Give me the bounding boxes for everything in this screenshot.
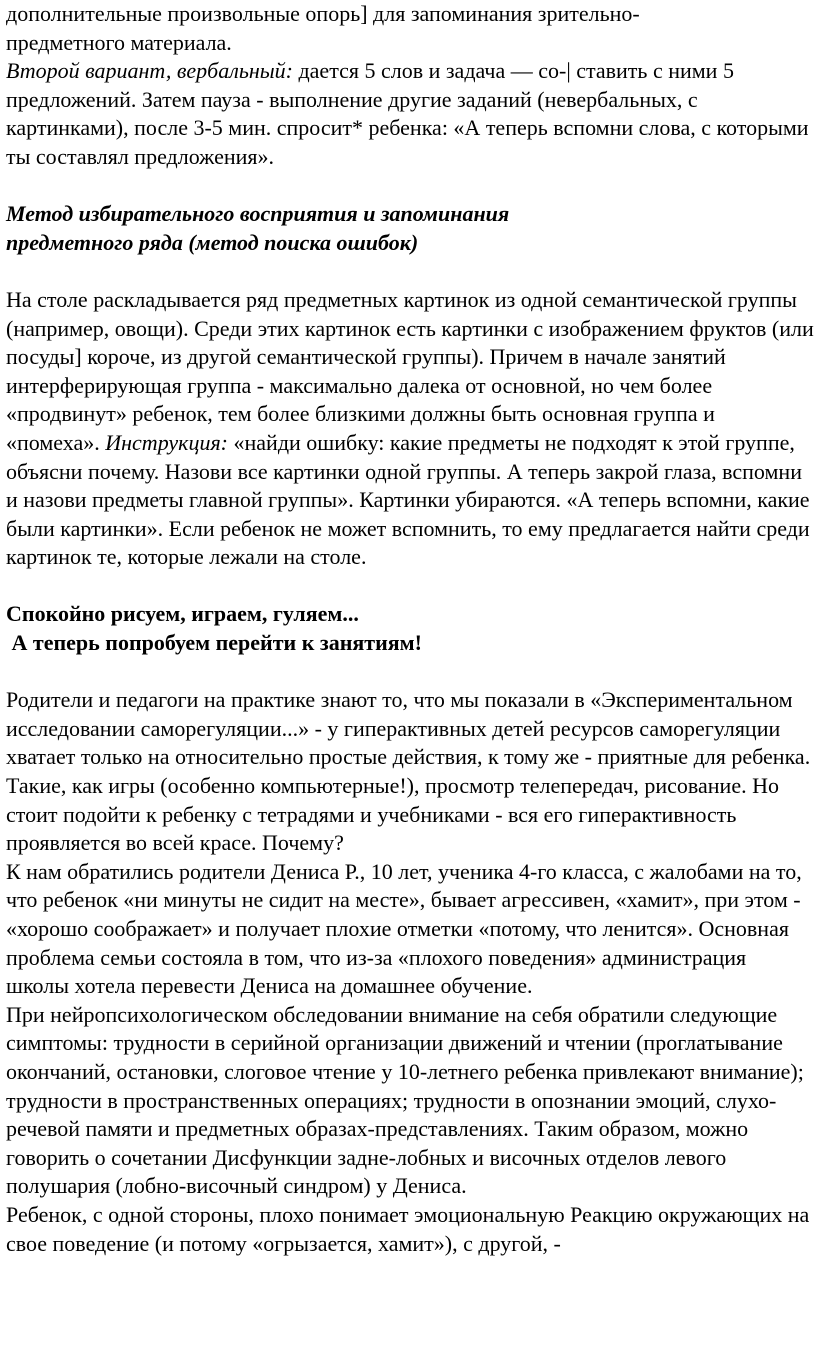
method-paragraph: [6, 286, 814, 572]
instruction-label: Инструкция:: [105, 429, 229, 455]
variant-label: Второй вариант, вербальный:: [6, 58, 293, 84]
paragraph-examination: При нейропсихологическом обследовании внимание на себя обратили следующие симптомы: трудности в серийной организации движений и чтении (проглатывание окончаний, остановки, слоговое чтение у 10-летнего ребенка привлекают внимание); трудности в пространственных операциях; трудности в опознании эмоций, слухо-речевой памяти и предметных образах-представлениях. Таким образом, можно говорить о сочетании Дисфункции задне-лобных и височных отделов левого полушария (лобно-височный синдром) у Дениса.: [6, 1001, 804, 1199]
document-page: [6, 0, 814, 1258]
spacer: [6, 658, 814, 687]
variant-text: дается 5 слов и задача — со-| ставить с ними 5 предложений. Затем пауза - выполнение другие заданий (невербальных, с картинками), после 3-5 мин. спросит* ребенка: «А теперь вспомни слова, с которыми ты составлял предложения».: [6, 58, 809, 169]
method-heading-line-2: предметного ряда (метод поиска ошибок): [6, 229, 419, 255]
paragraph-child: Ребенок, с одной стороны, плохо понимает эмоциональную Реакцию окружающих на свое поведение (и потому «огрызается, хамит»), с другой, -: [6, 1201, 810, 1256]
paragraph-parents: Родители и педагоги на практике знают то, что мы показали в «Экспериментальном исследовании саморегуляции...» - у гиперактивных детей ресурсов саморегуляции хватает только на относительно простые действия, к тому же - приятные для ребенка. Такие, как игры (особенно компьютерные!), просмотр телепередач, рисование. Но стоит подойти к ребенку с тетрадями и учебниками - вся его гиперактивность проявляется во всей красе. Почему?: [6, 687, 811, 856]
paragraph-case: К нам обратились родители Дениса Р., 10 лет, ученика 4-го класса, с жалобами на то, что ребенок «ни минуты не сидит на месте», бывает агрессивен, «хамит», при этом - «хорошо соображает» и получает плохие отметки «потому, что ленится». Основная проблема семьи состояла в том, что из-за «плохого поведения» администрация школы хотела перевести Дениса на домашнее обучение.: [6, 858, 802, 999]
method-text-before: На столе раскладывается ряд предметных картинок из одной семантической группы (например, овощи). Среди этих картинок есть картинки с изображением фруктов (или посуды] короче, из другой семантической группы). Причем в начале занятий интерферирующая группа - максимально далека от основной, но чем более «продвинут» ребенок, тем более близкими должны быть основная группа и «помеха».: [6, 286, 814, 455]
verbal-variant-paragraph: [6, 57, 814, 171]
spacer: [6, 172, 814, 201]
method-heading-line-1: Метод избирательного восприятия и запоминания: [6, 201, 510, 227]
method-text-after: «найди ошибку: какие предметы не подходят к этой группе, объясни почему. Назови все картинки одной группы. А теперь закрой глаза, вспомни и назови предметы главной группы». Картинки убираются. «А теперь вспомни, какие были картинки». Если ребенок не может вспомнить, то ему предлагается найти среди картинок те, которые лежали на столе.: [6, 429, 810, 570]
spacer: [6, 257, 814, 286]
spacer: [6, 572, 814, 601]
section-heading-line-2: А теперь попробуем перейти к занятиям!: [6, 630, 422, 656]
intro-line-1: дополнительные произвольные опорь] для запоминания зрительно-: [6, 1, 640, 26]
intro-line-2: предметного материала.: [6, 29, 232, 55]
section-heading-line-1: Спокойно рисуем, играем, гуляем...: [6, 601, 359, 627]
